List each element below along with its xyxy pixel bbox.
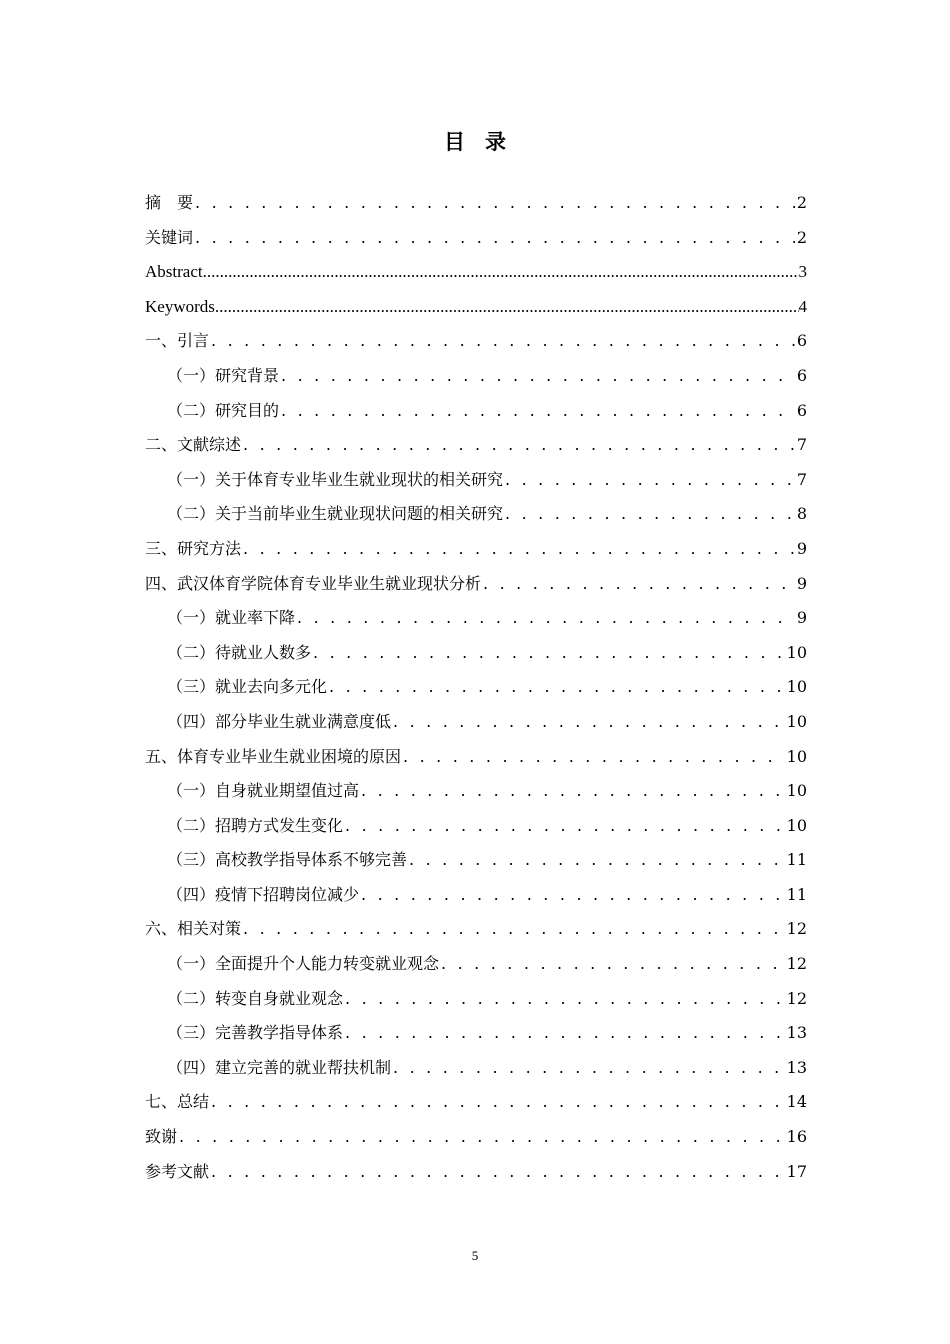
toc-entry-label: （一）就业率下降 bbox=[167, 608, 296, 628]
toc-entry-label: 五、体育专业毕业生就业困境的原因 bbox=[145, 746, 402, 766]
toc-leader-dots bbox=[505, 497, 795, 532]
toc-entry-page: 6 bbox=[796, 365, 807, 385]
toc-entry[interactable] bbox=[145, 1085, 807, 1120]
toc-entry-page: 10 bbox=[786, 642, 807, 662]
toc-entry[interactable] bbox=[145, 324, 807, 359]
toc-entry-label: （二）招聘方式发生变化 bbox=[167, 815, 344, 835]
toc-entry-label: （二）关于当前毕业生就业现状问题的相关研究 bbox=[167, 504, 504, 524]
toc-entry[interactable] bbox=[145, 878, 807, 913]
toc-entry[interactable] bbox=[145, 670, 807, 705]
toc-leader-dots bbox=[243, 912, 785, 947]
toc-entry-label: Keywords bbox=[145, 296, 215, 316]
toc-title: 目录 bbox=[444, 130, 526, 154]
toc-entry-label: （二）待就业人数多 bbox=[167, 642, 312, 662]
toc-entry-page: 10 bbox=[786, 746, 807, 766]
toc-entry-label: （一）关于体育专业毕业生就业现状的相关研究 bbox=[167, 469, 504, 489]
toc-entry-label: （四）疫情下招聘岗位减少 bbox=[167, 884, 360, 904]
toc-entry-page: 7 bbox=[796, 469, 807, 489]
toc-leader-dots bbox=[195, 186, 795, 221]
table-of-contents bbox=[145, 186, 807, 1189]
toc-leader-dots bbox=[409, 843, 785, 878]
toc-entry[interactable] bbox=[145, 186, 807, 221]
toc-entry-page: 2 bbox=[796, 227, 807, 247]
toc-leader-dots bbox=[393, 705, 785, 740]
toc-leader-dots bbox=[243, 532, 795, 567]
toc-entry-page: 12 bbox=[786, 988, 807, 1008]
toc-entry[interactable] bbox=[145, 809, 807, 844]
toc-leader-dots bbox=[393, 1051, 785, 1086]
toc-entry[interactable] bbox=[145, 497, 807, 532]
toc-entry[interactable] bbox=[145, 359, 807, 394]
toc-entry[interactable] bbox=[145, 290, 807, 325]
toc-leader-dots bbox=[243, 428, 795, 463]
toc-leader-dots bbox=[313, 636, 785, 671]
toc-entry-label: （一）自身就业期望值过高 bbox=[167, 781, 360, 801]
toc-leader-dots bbox=[483, 567, 795, 602]
toc-entry-label: 三、研究方法 bbox=[145, 538, 242, 558]
toc-entry[interactable] bbox=[145, 912, 807, 947]
toc-entry[interactable] bbox=[145, 843, 807, 878]
toc-entry-page: 14 bbox=[786, 1092, 807, 1112]
toc-entry-page: 2 bbox=[796, 193, 807, 212]
toc-entry[interactable] bbox=[145, 394, 807, 429]
toc-entry-label: （三）高校教学指导体系不够完善 bbox=[167, 850, 408, 870]
toc-leader-dots bbox=[195, 221, 795, 256]
toc-entry[interactable] bbox=[145, 740, 807, 775]
toc-entry-page: 17 bbox=[786, 1161, 807, 1181]
toc-entry-page: 7 bbox=[796, 435, 807, 455]
toc-entry-page: 6 bbox=[796, 331, 807, 351]
toc-entry-page: 9 bbox=[796, 573, 807, 593]
toc-entry-page: 11 bbox=[786, 884, 807, 904]
toc-entry-page: 10 bbox=[786, 711, 807, 731]
toc-entry-label: （四）部分毕业生就业满意度低 bbox=[167, 711, 392, 731]
toc-entry-page: 9 bbox=[796, 538, 807, 558]
toc-entry-label: （三）完善教学指导体系 bbox=[167, 1023, 344, 1043]
toc-entry-page: 10 bbox=[786, 781, 807, 801]
toc-entry-label: （一）全面提升个人能力转变就业观念 bbox=[167, 954, 440, 974]
page-number: 5 bbox=[471, 1248, 479, 1263]
toc-leader-dots bbox=[345, 982, 785, 1017]
toc-entry[interactable] bbox=[145, 636, 807, 671]
toc-entry-label: （三）就业去向多元化 bbox=[167, 677, 328, 697]
toc-leader-dots bbox=[211, 1155, 785, 1190]
toc-leader-dots bbox=[297, 601, 795, 636]
toc-entry-page: 10 bbox=[786, 677, 807, 697]
toc-entry-label: 六、相关对策 bbox=[145, 919, 242, 939]
toc-entry-label: 四、武汉体育学院体育专业毕业生就业现状分析 bbox=[145, 573, 482, 593]
toc-leader-dots bbox=[179, 1120, 785, 1155]
toc-entry-label: 参考文献 bbox=[145, 1161, 210, 1181]
toc-entry-page: 13 bbox=[786, 1057, 807, 1077]
toc-entry-page: 8 bbox=[796, 504, 807, 524]
toc-entry[interactable] bbox=[145, 428, 807, 463]
toc-entry[interactable] bbox=[145, 1016, 807, 1051]
toc-entry[interactable] bbox=[145, 567, 807, 602]
toc-leader-dots bbox=[361, 774, 785, 809]
toc-entry[interactable] bbox=[145, 982, 807, 1017]
toc-entry[interactable] bbox=[145, 601, 807, 636]
toc-leader-dots bbox=[361, 878, 785, 913]
toc-entry-label: 二、文献综述 bbox=[145, 435, 242, 455]
toc-entry-label: Abstract bbox=[145, 262, 203, 282]
toc-entry[interactable] bbox=[145, 221, 807, 256]
toc-entry-label: 七、总结 bbox=[145, 1092, 210, 1112]
toc-leader-dots bbox=[441, 947, 785, 982]
toc-entry-label: 关键词 bbox=[145, 227, 194, 247]
toc-entry-page: 10 bbox=[786, 815, 807, 835]
toc-leader-dots bbox=[203, 255, 799, 290]
toc-leader-dots bbox=[211, 324, 795, 359]
toc-entry-label: （四）建立完善的就业帮扶机制 bbox=[167, 1057, 392, 1077]
toc-entry[interactable] bbox=[145, 532, 807, 567]
toc-entry[interactable] bbox=[145, 774, 807, 809]
toc-entry-page: 16 bbox=[786, 1127, 807, 1147]
toc-entry-page: 12 bbox=[786, 954, 807, 974]
toc-leader-dots bbox=[345, 809, 785, 844]
toc-entry-label: 致谢 bbox=[145, 1127, 178, 1147]
toc-entry-page: 12 bbox=[786, 919, 807, 939]
toc-entry-page: 6 bbox=[796, 400, 807, 420]
toc-entry-label: （一）研究背景 bbox=[167, 365, 280, 385]
toc-entry-label: 一、引言 bbox=[145, 331, 210, 351]
toc-leader-dots bbox=[329, 670, 785, 705]
toc-leader-dots bbox=[281, 359, 795, 394]
toc-leader-dots bbox=[403, 740, 785, 775]
toc-entry[interactable] bbox=[145, 1155, 807, 1190]
toc-entry[interactable] bbox=[145, 1051, 807, 1086]
toc-entry[interactable] bbox=[145, 705, 807, 740]
toc-leader-dots bbox=[211, 1085, 785, 1120]
toc-leader-dots bbox=[281, 394, 795, 429]
toc-entry-page: 9 bbox=[796, 608, 807, 628]
toc-entry-page: 3 bbox=[798, 262, 807, 282]
toc-entry-label: 摘 要 bbox=[145, 193, 194, 212]
toc-entry-label: （二）研究目的 bbox=[167, 400, 280, 420]
toc-entry[interactable] bbox=[145, 1120, 807, 1155]
toc-entry[interactable] bbox=[145, 463, 807, 498]
toc-entry-page: 4 bbox=[798, 296, 807, 316]
toc-leader-dots bbox=[215, 290, 799, 325]
toc-leader-dots bbox=[345, 1016, 785, 1051]
toc-entry-page: 13 bbox=[786, 1023, 807, 1043]
toc-entry-page: 11 bbox=[786, 850, 807, 870]
toc-entry[interactable] bbox=[145, 947, 807, 982]
toc-leader-dots bbox=[505, 463, 795, 498]
toc-entry[interactable] bbox=[145, 255, 807, 290]
toc-entry-label: （二）转变自身就业观念 bbox=[167, 988, 344, 1008]
